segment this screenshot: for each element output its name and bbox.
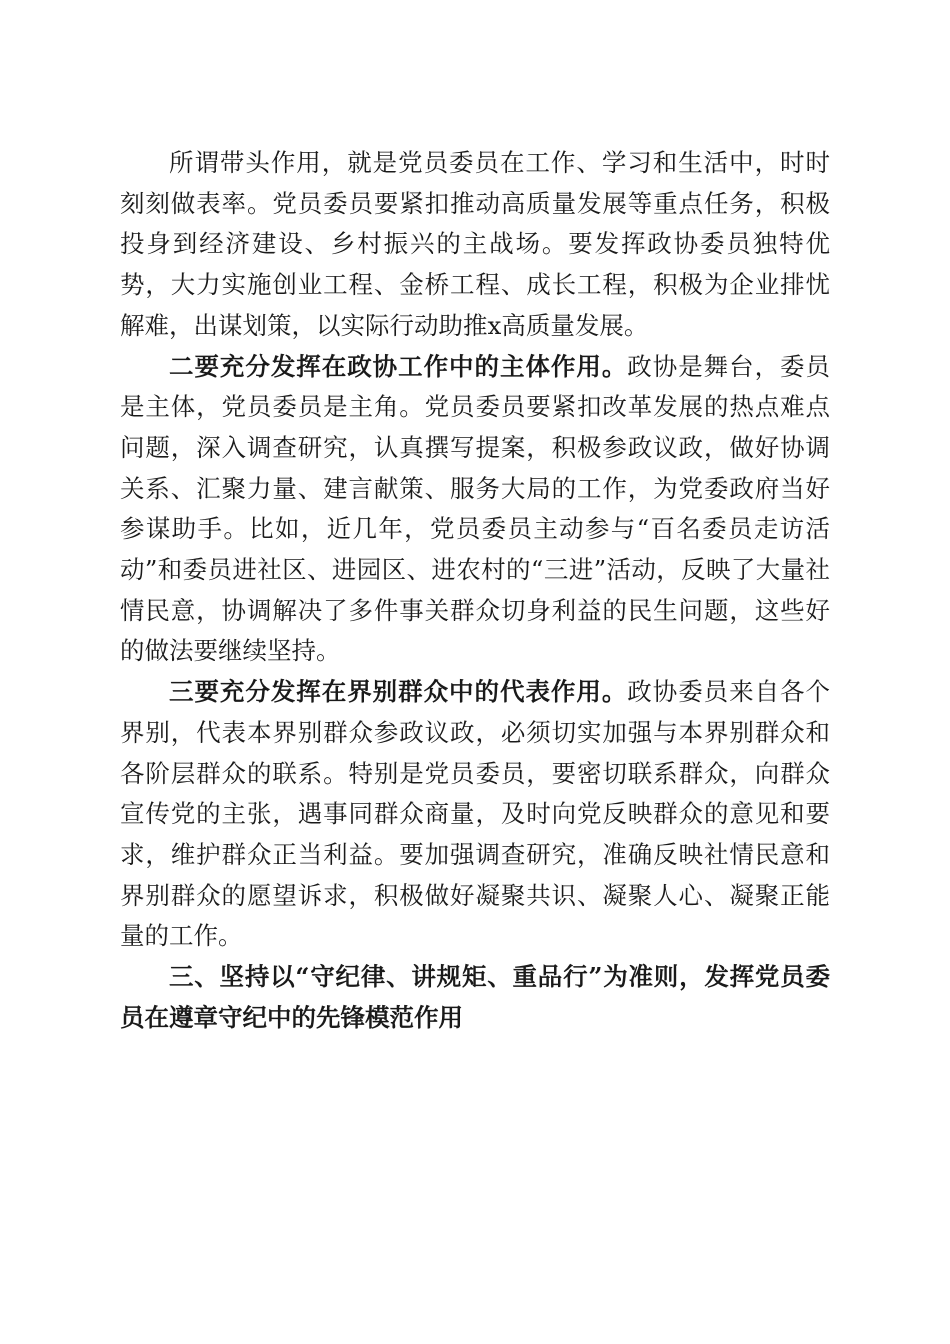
paragraph-text: 所谓带头作用，就是党员委员在工作、学习和生活中，时时刻刻做表率。党员委员要紧扣推动高质量发展等重点任务，积极投身到经济建设、乡村振兴的主战场。要发挥政协委员独特优势，大力实施创业工程、金桥工程、成长工程，积极为企业排忧解难，出谋划策，以实际行动助推x高质量发展。 <box>120 148 830 340</box>
paragraph-text: 政协是舞台，委员是主体，党员委员是主角。党员委员要紧扣改革发展的热点难点问题，深入调查研究，认真撰写提案，积极参政议政，做好协调关系、汇聚力量、建言献策、服务大局的工作，为党委政府当好参谋助手。比如，近几年，党员委员主动参与“百名委员走访活动”和委员进社区、进园区、进农村的“三进”活动，反映了大量社情民意，协调解决了多件事关群众切身利益的民生问题，这些好的做法要继续坚持。 <box>120 351 831 666</box>
paragraph-main-role <box>120 347 830 673</box>
paragraph-leading-role <box>120 143 830 347</box>
section-heading: 三、坚持以“守纪律、讲规矩、重品行”为准则，发挥党员委员在遵章守纪中的先锋模范作用 <box>120 962 830 1032</box>
paragraph-text: 政协委员来自各个界别，代表本界别群众参政议政，必须切实加强与本界别群众和各阶层群众的联系。特别是党员委员，要密切联系群众，向群众宣传党的主张，遇事同群众商量，及时向党反映群众的意见和要求，维护群众正当利益。要加强调查研究，准确反映社情民意和界别群众的愿望诉求，积极做好凝聚共识、凝聚人心、凝聚正能量的工作。 <box>120 677 831 951</box>
paragraph-lead: 三要充分发挥在界别群众中的代表作用。 <box>169 677 628 707</box>
paragraph-lead: 二要充分发挥在政协工作中的主体作用。 <box>169 351 628 381</box>
paragraph-representative-role <box>120 672 830 957</box>
document-page <box>120 143 830 1038</box>
